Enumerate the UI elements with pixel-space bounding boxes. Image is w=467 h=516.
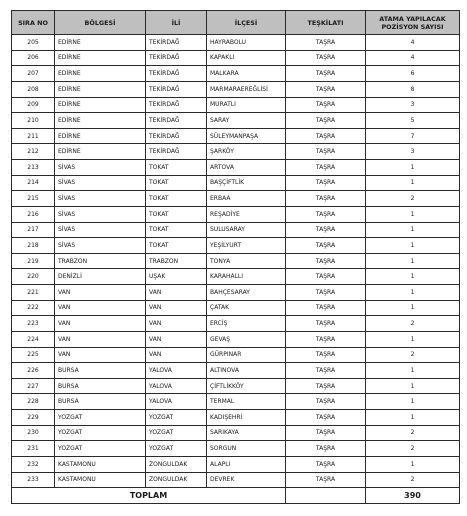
cell-ilcesi: ERBAA <box>207 191 286 207</box>
cell-sira-no: 215 <box>12 191 55 207</box>
header-bolgesi: BÖLGESİ <box>55 11 146 35</box>
total-value: 390 <box>366 488 460 504</box>
cell-sira-no: 219 <box>12 253 55 269</box>
cell-sira-no: 224 <box>12 331 55 347</box>
cell-teskilati: TAŞRA <box>286 456 366 472</box>
cell-bolgesi: EDİRNE <box>55 97 146 113</box>
table-row <box>12 253 460 269</box>
cell-pozisyon-sayisi: 1 <box>366 285 460 301</box>
cell-ilcesi: SULUSARAY <box>207 222 286 238</box>
cell-ilcesi: TONYA <box>207 253 286 269</box>
cell-bolgesi: SİVAS <box>55 175 146 191</box>
cell-sira-no: 229 <box>12 410 55 426</box>
cell-pozisyon-sayisi: 1 <box>366 160 460 176</box>
table-footer <box>12 488 460 504</box>
cell-pozisyon-sayisi: 1 <box>366 300 460 316</box>
table-row <box>12 222 460 238</box>
header-pozisyon-sayisi: ATAMA YAPILACAK POZİSYON SAYISI <box>366 11 460 35</box>
cell-ilcesi: KAPAKLI <box>207 50 286 66</box>
cell-sira-no: 222 <box>12 300 55 316</box>
cell-pozisyon-sayisi: 1 <box>366 363 460 379</box>
cell-sira-no: 233 <box>12 472 55 488</box>
cell-bolgesi: EDİRNE <box>55 113 146 129</box>
cell-ilcesi: BAŞÇİFTLİK <box>207 175 286 191</box>
cell-ili: TEKİRDAĞ <box>146 113 207 129</box>
cell-sira-no: 212 <box>12 144 55 160</box>
cell-ili: YALOVA <box>146 363 207 379</box>
cell-teskilati: TAŞRA <box>286 66 366 82</box>
cell-pozisyon-sayisi: 2 <box>366 191 460 207</box>
cell-ili: TEKİRDAĞ <box>146 50 207 66</box>
cell-teskilati: TAŞRA <box>286 81 366 97</box>
cell-bolgesi: YOZGAT <box>55 410 146 426</box>
cell-ili: YALOVA <box>146 394 207 410</box>
cell-ilcesi: KARAHALLI <box>207 269 286 285</box>
table-row <box>12 425 460 441</box>
cell-teskilati: TAŞRA <box>286 363 366 379</box>
cell-teskilati: TAŞRA <box>286 269 366 285</box>
total-row <box>12 488 460 504</box>
cell-pozisyon-sayisi: 1 <box>366 238 460 254</box>
table-row <box>12 363 460 379</box>
cell-ilcesi: ÇATAK <box>207 300 286 316</box>
cell-bolgesi: SİVAS <box>55 222 146 238</box>
cell-ili: VAN <box>146 347 207 363</box>
header-row <box>12 11 460 35</box>
cell-sira-no: 231 <box>12 441 55 457</box>
cell-bolgesi: EDİRNE <box>55 50 146 66</box>
cell-ili: TOKAT <box>146 175 207 191</box>
table-row <box>12 81 460 97</box>
cell-bolgesi: EDİRNE <box>55 128 146 144</box>
cell-pozisyon-sayisi: 1 <box>366 456 460 472</box>
cell-teskilati: TAŞRA <box>286 441 366 457</box>
cell-teskilati: TAŞRA <box>286 394 366 410</box>
cell-ilcesi: SÜLEYMANPAŞA <box>207 128 286 144</box>
cell-pozisyon-sayisi: 1 <box>366 331 460 347</box>
cell-pozisyon-sayisi: 2 <box>366 316 460 332</box>
cell-teskilati: TAŞRA <box>286 300 366 316</box>
cell-ili: TEKİRDAĞ <box>146 144 207 160</box>
table-row <box>12 378 460 394</box>
cell-ilcesi: YEŞİLYURT <box>207 238 286 254</box>
cell-pozisyon-sayisi: 4 <box>366 35 460 51</box>
header-ilcesi: İLÇESİ <box>207 11 286 35</box>
cell-bolgesi: SİVAS <box>55 160 146 176</box>
cell-pozisyon-sayisi: 1 <box>366 378 460 394</box>
cell-ili: TEKİRDAĞ <box>146 35 207 51</box>
total-label: TOPLAM <box>12 488 286 504</box>
cell-ilcesi: ALTINOVA <box>207 363 286 379</box>
cell-bolgesi: VAN <box>55 347 146 363</box>
cell-ilcesi: ÇİFTLİKKÖY <box>207 378 286 394</box>
cell-teskilati: TAŞRA <box>286 35 366 51</box>
cell-ili: VAN <box>146 331 207 347</box>
total-spacer <box>286 488 366 504</box>
cell-teskilati: TAŞRA <box>286 378 366 394</box>
table-row <box>12 175 460 191</box>
table-row <box>12 300 460 316</box>
cell-ilcesi: SARIKAYA <box>207 425 286 441</box>
cell-bolgesi: SİVAS <box>55 238 146 254</box>
cell-pozisyon-sayisi: 2 <box>366 347 460 363</box>
cell-bolgesi: SİVAS <box>55 191 146 207</box>
table-row <box>12 206 460 222</box>
cell-bolgesi: EDİRNE <box>55 81 146 97</box>
cell-pozisyon-sayisi: 3 <box>366 97 460 113</box>
header-sira-no: SIRA NO <box>12 11 55 35</box>
cell-sira-no: 223 <box>12 316 55 332</box>
cell-teskilati: TAŞRA <box>286 191 366 207</box>
cell-ili: TRABZON <box>146 253 207 269</box>
cell-pozisyon-sayisi: 5 <box>366 113 460 129</box>
cell-ili: TOKAT <box>146 222 207 238</box>
cell-pozisyon-sayisi: 4 <box>366 50 460 66</box>
cell-ili: YALOVA <box>146 378 207 394</box>
table-body <box>12 35 460 488</box>
cell-bolgesi: VAN <box>55 285 146 301</box>
cell-sira-no: 216 <box>12 206 55 222</box>
cell-ilcesi: ERCİŞ <box>207 316 286 332</box>
table-row <box>12 269 460 285</box>
cell-bolgesi: BURSA <box>55 363 146 379</box>
cell-teskilati: TAŞRA <box>286 144 366 160</box>
cell-ili: TEKİRDAĞ <box>146 66 207 82</box>
cell-ili: UŞAK <box>146 269 207 285</box>
cell-bolgesi: EDİRNE <box>55 35 146 51</box>
cell-pozisyon-sayisi: 1 <box>366 410 460 426</box>
cell-pozisyon-sayisi: 1 <box>366 269 460 285</box>
cell-teskilati: TAŞRA <box>286 472 366 488</box>
cell-teskilati: TAŞRA <box>286 175 366 191</box>
cell-teskilati: TAŞRA <box>286 410 366 426</box>
cell-teskilati: TAŞRA <box>286 347 366 363</box>
cell-sira-no: 228 <box>12 394 55 410</box>
cell-ilcesi: MALKARA <box>207 66 286 82</box>
cell-pozisyon-sayisi: 8 <box>366 81 460 97</box>
cell-teskilati: TAŞRA <box>286 97 366 113</box>
cell-ilcesi: TERMAL <box>207 394 286 410</box>
cell-bolgesi: YOZGAT <box>55 425 146 441</box>
cell-pozisyon-sayisi: 3 <box>366 144 460 160</box>
cell-pozisyon-sayisi: 2 <box>366 425 460 441</box>
cell-ili: VAN <box>146 300 207 316</box>
cell-teskilati: TAŞRA <box>286 425 366 441</box>
table-row <box>12 441 460 457</box>
cell-sira-no: 226 <box>12 363 55 379</box>
table-row <box>12 285 460 301</box>
cell-ilcesi: SARAY <box>207 113 286 129</box>
cell-ilcesi: GEVAŞ <box>207 331 286 347</box>
cell-pozisyon-sayisi: 6 <box>366 66 460 82</box>
cell-ilcesi: KADIŞEHRİ <box>207 410 286 426</box>
cell-bolgesi: VAN <box>55 300 146 316</box>
cell-bolgesi: BURSA <box>55 394 146 410</box>
cell-ilcesi: MARMARAEREĞLİSİ <box>207 81 286 97</box>
cell-ilcesi: SORGUN <box>207 441 286 457</box>
cell-teskilati: TAŞRA <box>286 128 366 144</box>
cell-ili: ZONGULDAK <box>146 456 207 472</box>
cell-sira-no: 210 <box>12 113 55 129</box>
cell-sira-no: 227 <box>12 378 55 394</box>
cell-teskilati: TAŞRA <box>286 316 366 332</box>
cell-sira-no: 214 <box>12 175 55 191</box>
table-row <box>12 144 460 160</box>
table-row <box>12 347 460 363</box>
cell-ili: TOKAT <box>146 191 207 207</box>
cell-bolgesi: VAN <box>55 316 146 332</box>
cell-pozisyon-sayisi: 2 <box>366 441 460 457</box>
table-row <box>12 97 460 113</box>
cell-sira-no: 207 <box>12 66 55 82</box>
cell-bolgesi: TRABZON <box>55 253 146 269</box>
cell-bolgesi: VAN <box>55 331 146 347</box>
cell-sira-no: 206 <box>12 50 55 66</box>
cell-ilcesi: ALAPLI <box>207 456 286 472</box>
cell-sira-no: 220 <box>12 269 55 285</box>
table-row <box>12 472 460 488</box>
cell-ili: TOKAT <box>146 206 207 222</box>
table-row <box>12 66 460 82</box>
cell-teskilati: TAŞRA <box>286 222 366 238</box>
table-header <box>12 11 460 35</box>
table-row <box>12 238 460 254</box>
cell-ili: TOKAT <box>146 238 207 254</box>
cell-pozisyon-sayisi: 2 <box>366 472 460 488</box>
table-row <box>12 331 460 347</box>
cell-teskilati: TAŞRA <box>286 160 366 176</box>
cell-sira-no: 217 <box>12 222 55 238</box>
cell-pozisyon-sayisi: 1 <box>366 175 460 191</box>
cell-teskilati: TAŞRA <box>286 331 366 347</box>
cell-teskilati: TAŞRA <box>286 285 366 301</box>
cell-ili: TEKİRDAĞ <box>146 128 207 144</box>
cell-bolgesi: EDİRNE <box>55 66 146 82</box>
cell-ili: TEKİRDAĞ <box>146 97 207 113</box>
cell-ilcesi: BAHÇESARAY <box>207 285 286 301</box>
table-row <box>12 456 460 472</box>
cell-ili: YOZGAT <box>146 441 207 457</box>
cell-ilcesi: DEVREK <box>207 472 286 488</box>
cell-pozisyon-sayisi: 1 <box>366 253 460 269</box>
cell-ilcesi: MURATLI <box>207 97 286 113</box>
cell-bolgesi: YOZGAT <box>55 441 146 457</box>
cell-ili: VAN <box>146 285 207 301</box>
cell-sira-no: 225 <box>12 347 55 363</box>
cell-sira-no: 211 <box>12 128 55 144</box>
cell-bolgesi: EDİRNE <box>55 144 146 160</box>
cell-sira-no: 232 <box>12 456 55 472</box>
cell-bolgesi: KASTAMONU <box>55 456 146 472</box>
assignment-table <box>11 10 460 504</box>
cell-pozisyon-sayisi: 1 <box>366 394 460 410</box>
cell-sira-no: 205 <box>12 35 55 51</box>
cell-ili: YOZGAT <box>146 425 207 441</box>
cell-ili: ZONGULDAK <box>146 472 207 488</box>
cell-ili: TEKİRDAĞ <box>146 81 207 97</box>
cell-teskilati: TAŞRA <box>286 238 366 254</box>
cell-pozisyon-sayisi: 1 <box>366 206 460 222</box>
table-row <box>12 394 460 410</box>
header-teskilati: TEŞKİLATI <box>286 11 366 35</box>
cell-sira-no: 218 <box>12 238 55 254</box>
cell-ilcesi: ŞARKÖY <box>207 144 286 160</box>
header-ili: İLİ <box>146 11 207 35</box>
cell-bolgesi: DENİZLİ <box>55 269 146 285</box>
cell-sira-no: 230 <box>12 425 55 441</box>
cell-teskilati: TAŞRA <box>286 253 366 269</box>
cell-bolgesi: SİVAS <box>55 206 146 222</box>
cell-ilcesi: REŞADİYE <box>207 206 286 222</box>
table-row <box>12 35 460 51</box>
cell-pozisyon-sayisi: 1 <box>366 222 460 238</box>
cell-ili: VAN <box>146 316 207 332</box>
cell-ilcesi: GÜRPINAR <box>207 347 286 363</box>
cell-sira-no: 221 <box>12 285 55 301</box>
cell-sira-no: 213 <box>12 160 55 176</box>
table-row <box>12 410 460 426</box>
table-row <box>12 160 460 176</box>
table-row <box>12 50 460 66</box>
cell-ilcesi: ARTOVA <box>207 160 286 176</box>
cell-teskilati: TAŞRA <box>286 206 366 222</box>
cell-ili: TOKAT <box>146 160 207 176</box>
table-row <box>12 113 460 129</box>
cell-teskilati: TAŞRA <box>286 113 366 129</box>
cell-ili: YOZGAT <box>146 410 207 426</box>
cell-sira-no: 209 <box>12 97 55 113</box>
cell-bolgesi: BURSA <box>55 378 146 394</box>
cell-ilcesi: HAYRABOLU <box>207 35 286 51</box>
cell-sira-no: 208 <box>12 81 55 97</box>
cell-pozisyon-sayisi: 7 <box>366 128 460 144</box>
table-row <box>12 128 460 144</box>
cell-bolgesi: KASTAMONU <box>55 472 146 488</box>
cell-teskilati: TAŞRA <box>286 50 366 66</box>
table-row <box>12 316 460 332</box>
table-row <box>12 191 460 207</box>
